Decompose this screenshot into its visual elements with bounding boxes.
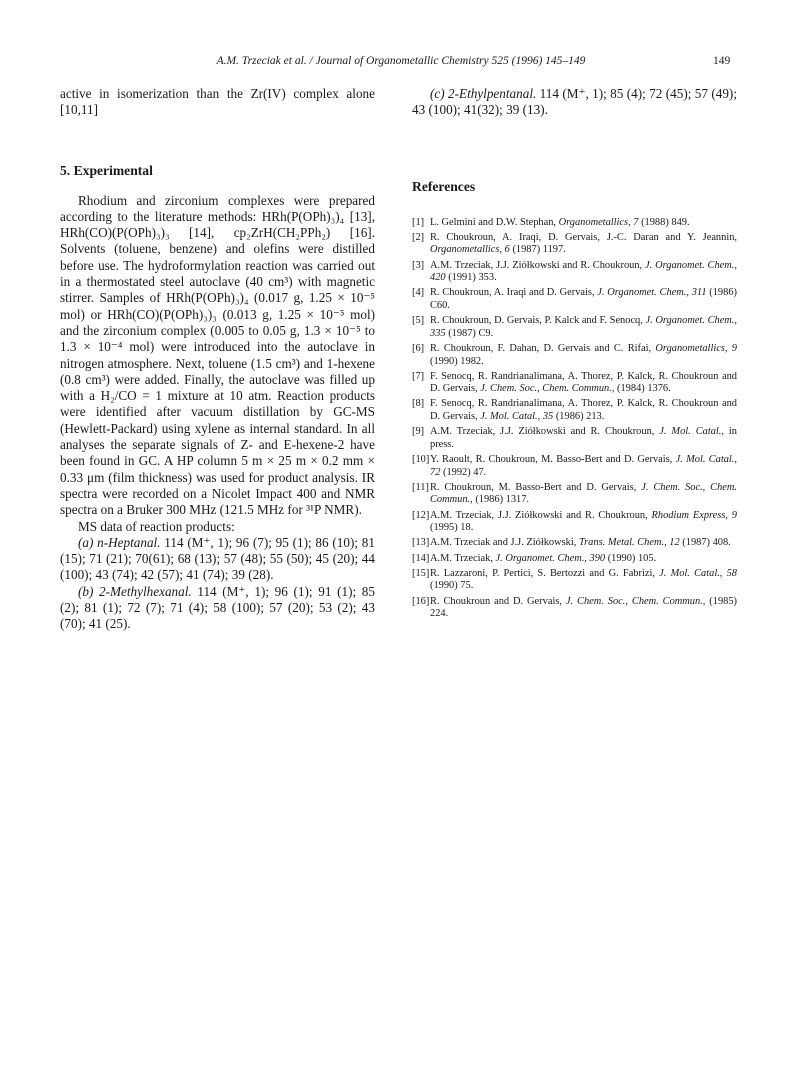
- reference-authors: R. Choukroun, A. Iraqi, D. Gervais, J.-C. Daran and Y. Jeannin,: [430, 231, 737, 243]
- reference-authors: A.M. Trzeciak, J.J. Ziółkowski and R. Choukroun,: [430, 509, 652, 521]
- reference-number: [13]: [412, 537, 430, 549]
- reference-details: (1986) 1317.: [472, 494, 530, 506]
- reference-journal: J. Mol. Catal., 58: [659, 567, 737, 579]
- reference-authors: F. Senocq, R. Randrianalimana, A. Thorez, P. Kalck, R. Choukroun and D. Gervais,: [430, 398, 737, 423]
- reference-number: [7]: [412, 370, 425, 382]
- reference-journal: J. Organomet. Chem., 390: [495, 552, 606, 564]
- reference-details: (1985) 224.: [430, 595, 737, 620]
- reference-item: [412, 343, 737, 368]
- reference-list: [412, 217, 737, 621]
- reference-journal: J. Mol. Catal., 72: [430, 454, 738, 478]
- reference-details: (1992) 47.: [440, 466, 487, 478]
- reference-journal: J. Mol. Catal., 35: [480, 411, 554, 423]
- reference-authors: A.M. Trzeciak, J.J. Ziółkowski and R. Choukroun,: [430, 259, 646, 271]
- section-title-experimental: 5. Experimental: [60, 162, 153, 178]
- reference-journal: J. Organomet. Chem., 335: [430, 315, 738, 339]
- reference-item: [412, 510, 737, 535]
- reference-number: [5]: [412, 315, 425, 327]
- reference-number: [2]: [412, 231, 425, 243]
- reference-item: [412, 454, 737, 479]
- reference-authors: R. Choukroun, M. Basso-Bert and D. Gervais,: [430, 481, 642, 493]
- reference-details: (1987) 1197.: [509, 244, 566, 256]
- ms-entry-b-label: (b) 2-Methylhexanal.: [78, 583, 192, 599]
- reference-authors: R. Choukroun and D. Gervais,: [430, 595, 566, 607]
- reference-number: [16]: [412, 595, 430, 607]
- reference-item: [412, 482, 737, 507]
- reference-number: [14]: [412, 552, 430, 564]
- reference-authors: R. Lazzaroni, P. Pertici, S. Bertozzi and G. Fabrizi,: [430, 567, 660, 579]
- ms-entry-c-label: (c) 2-Ethylpentanal.: [430, 86, 537, 101]
- reference-details: (1995) 18.: [430, 522, 474, 534]
- continuation-text: active in isomerization than the Zr(IV) complex alone [10,11]: [60, 86, 375, 118]
- reference-authors: Y. Raoult, R. Choukroun, M. Basso-Bert and D. Gervais,: [430, 454, 676, 466]
- reference-item: [412, 398, 737, 423]
- reference-item: [412, 426, 737, 451]
- reference-details: (1988) 849.: [638, 216, 690, 228]
- reference-authors: R. Choukroun, D. Gervais, P. Kalck and F. Senocq,: [430, 315, 646, 327]
- reference-details: (1986) C60.: [430, 287, 737, 311]
- reference-journal: J. Chem. Soc., Chem. Commun.,: [480, 383, 615, 395]
- reference-item: [412, 371, 737, 396]
- reference-details: (1984) 1376.: [614, 383, 671, 395]
- reference-number: [4]: [412, 287, 425, 299]
- reference-number: [8]: [412, 398, 425, 410]
- reference-authors: L. Gelmini and D.W. Stephan,: [430, 216, 559, 228]
- reference-details: (1991) 353.: [445, 272, 497, 284]
- reference-number: [3]: [412, 259, 425, 271]
- reference-journal: Organometallics, 7: [558, 216, 639, 228]
- reference-item: [412, 217, 737, 230]
- ms-entry-b: [60, 584, 375, 633]
- reference-journal: Trans. Metal. Chem., 12: [578, 537, 680, 549]
- reference-details: (1990) 105.: [605, 552, 657, 564]
- reference-item: [412, 260, 737, 285]
- reference-number: [10]: [412, 454, 430, 466]
- reference-number: [9]: [412, 426, 425, 438]
- ms-intro: MS data of reaction products:: [78, 518, 235, 534]
- reference-item: [412, 568, 737, 593]
- left-column: [60, 86, 375, 633]
- experimental-paragraph: Rhodium and zirconium complexes were prepared according to the literature methods: HRh(P(OPh)₃)₄ [13], HRh(CO)(P(OPh)₃)₃ [14], cp₂ZrH(CH₂PPh₂) [16]. Solvents (toluene, benzene) and olefins were distilled before use. The hydroformylation reaction was carried out in a thermostated steel autoclave (40 cm³) with magnetic stirrer. Samples of HRh(P(OPh)₃)₄ (0.017 g, 1.25 × 10⁻⁵ mol) or HRh(CO)(P(OPh)₃)₃ (0.013 g, 1.25 × 10⁻⁵ mol) and the zirconium complex (0.005 to 0.05 g, 1.3 × 10⁻⁵ to 1.3 × 10⁻⁴ mol) were introduced into the autoclave in nitrogen atmosphere. Next, toluene (1.5 cm³) and 1-hexene (0.8 cm³) were added. Finally, the autoclave was filled up with a H₂/CO = 1 mixture at 10 atm. Reaction products were identified after vacuum distillation by GC-MS (Hewlett-Packard) using xylene as internal standard. In all analyses the separate signals of Z- and E-hexene-2 have been found in GC. A HP column 5 m × 25 m × 0.2 mm × 0.33 μm (film thickness) was used for product analysis. IR spectra were recorded on a Nicolet Impact 400 and NMR spectra on a Bruker 300 MHz (121.5 MHz for ³¹P NMR).: [60, 192, 375, 518]
- reference-details: (1990) 75.: [430, 580, 474, 592]
- ms-entry-a-data: 114 (M⁺, 1); 96 (7); 95 (1); 86 (10); 81 (15); 71 (21); 70(61); 68 (13); 57 (48); 55 (50); 45 (20); 44 (100); 43 (74); 42 (57); 41 (74); 39 (28).: [60, 534, 375, 583]
- ms-entry-a-label: (a) n-Heptanal.: [78, 534, 161, 550]
- reference-number: [11]: [412, 481, 429, 493]
- reference-journal: J. Chem. Soc., Chem. Commun.,: [565, 595, 706, 607]
- reference-authors: A.M. Trzeciak, J.J. Ziółkowski and R. Choukroun,: [430, 426, 660, 438]
- reference-details: (1987) C9.: [445, 327, 494, 339]
- reference-journal: Organometallics, 9: [655, 342, 737, 354]
- ms-entry-c-data: 114 (M⁺, 1); 85 (4); 72 (45); 57 (49); 43 (100); 41(32); 39 (13).: [412, 86, 737, 118]
- reference-journal: J. Mol. Catal.,: [659, 426, 724, 438]
- reference-journal: J. Organomet. Chem., 311: [597, 287, 707, 299]
- reference-item: [412, 596, 737, 621]
- reference-item: [412, 537, 737, 550]
- reference-authors: F. Senocq, R. Randrianalimana, A. Thorez, P. Kalck, R. Choukroun and D. Gervais,: [430, 370, 737, 395]
- page-number: 149: [713, 55, 731, 67]
- reference-item: [412, 315, 737, 340]
- reference-journal: J. Organomet. Chem., 420: [430, 259, 737, 284]
- running-head: A.M. Trzeciak et al. / Journal of Organometallic Chemistry 525 (1996) 145–149: [216, 55, 586, 67]
- right-column: [412, 86, 737, 623]
- reference-item: [412, 287, 737, 312]
- reference-journal: Organometallics, 6: [430, 244, 510, 256]
- reference-details: (1986) 213.: [553, 411, 605, 423]
- reference-item: [412, 232, 737, 257]
- reference-authors: A.M. Trzeciak,: [430, 552, 496, 564]
- reference-details: (1990) 1982.: [430, 355, 484, 367]
- reference-details: (1987) 408.: [679, 537, 731, 549]
- ms-entry-b-data: 114 (M⁺, 1); 96 (1); 91 (1); 85 (2); 81 (1); 72 (7); 71 (4); 58 (100); 57 (20); 53 (2); 43 (70); 41 (25).: [60, 583, 375, 632]
- reference-authors: R. Choukroun, F. Dahan, D. Gervais and C. Rifai,: [430, 342, 656, 354]
- reference-number: [12]: [412, 509, 430, 521]
- reference-details: in press.: [430, 426, 737, 450]
- reference-item: [412, 553, 737, 566]
- reference-journal: J. Chem. Soc., Chem. Commun.,: [430, 481, 738, 506]
- reference-number: [15]: [412, 567, 430, 579]
- ms-entry-c: [412, 86, 737, 119]
- ms-entry-a: [60, 535, 375, 584]
- references-title: References: [412, 178, 476, 194]
- reference-number: [6]: [412, 342, 425, 354]
- reference-number: [1]: [412, 216, 425, 228]
- reference-journal: Rhodium Express, 9: [651, 509, 737, 521]
- reference-authors: A.M. Trzeciak and J.J. Ziółkowski,: [430, 537, 579, 549]
- reference-authors: R. Choukroun, A. Iraqi and D. Gervais,: [430, 287, 598, 299]
